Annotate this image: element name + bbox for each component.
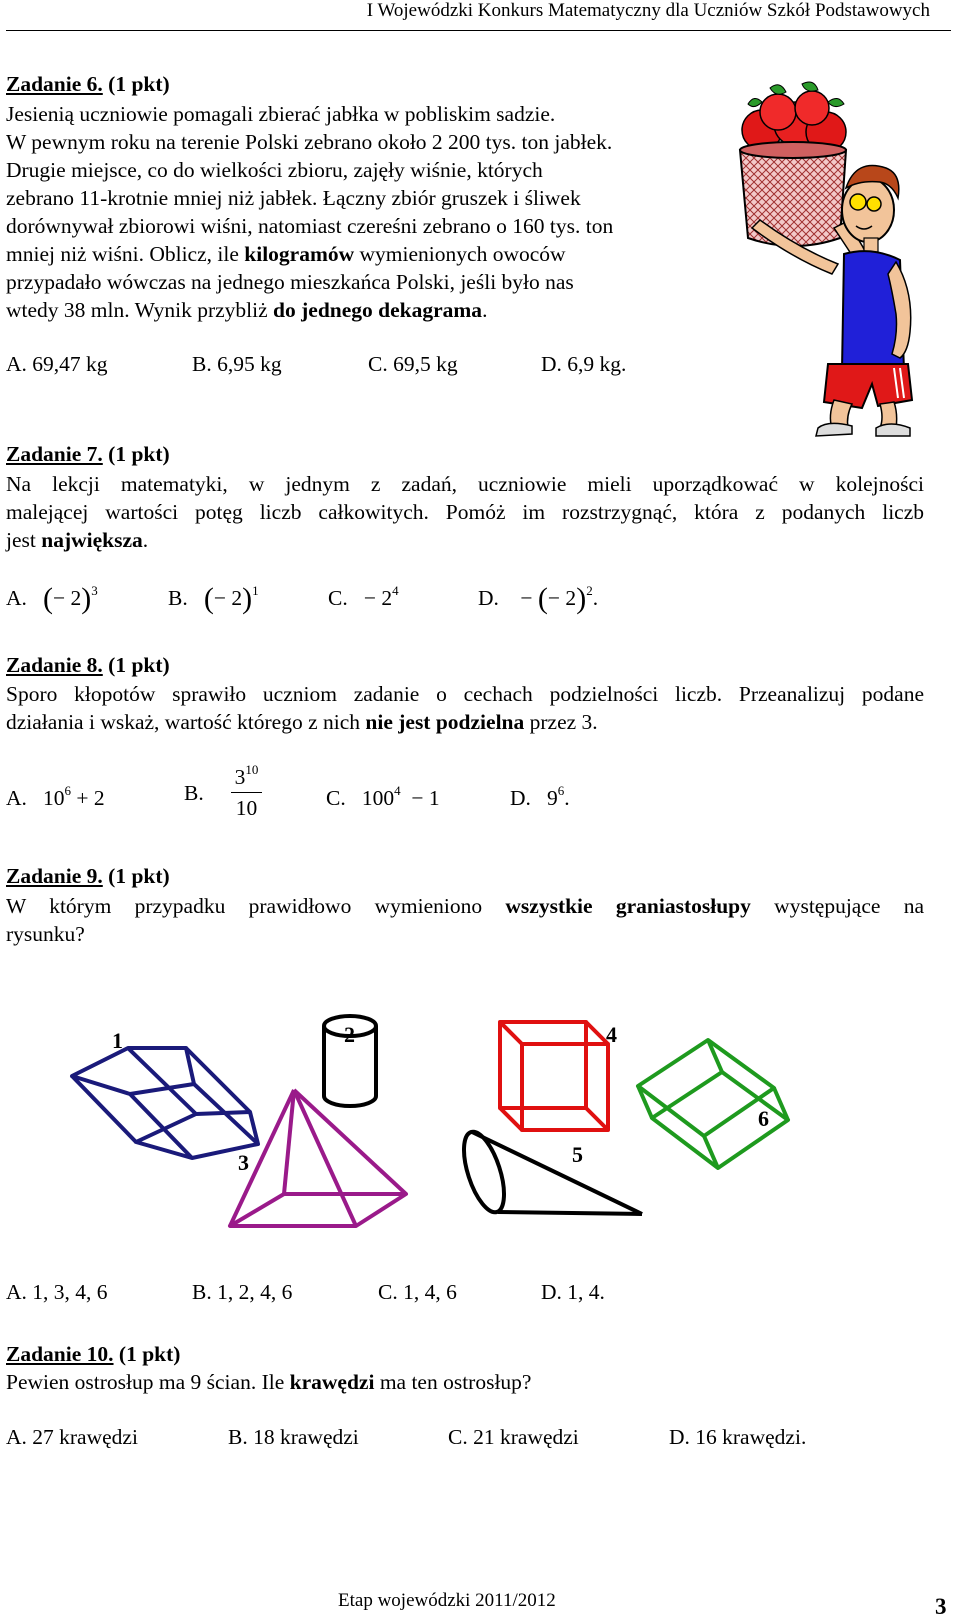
task9-line-1 xyxy=(6,892,924,920)
task8-option-b xyxy=(184,762,262,820)
task8-option-b-num-base: 3 xyxy=(234,765,246,789)
boy-with-apple-basket-illustration xyxy=(718,78,940,440)
figure-label-6: 6 xyxy=(758,1106,769,1131)
task7-option-b-lparen: ( xyxy=(203,582,214,615)
task8-line-2 xyxy=(6,708,924,736)
task10-line-1-bold: krawędzi xyxy=(289,1370,375,1394)
task7-line-3-a: jest xyxy=(6,528,36,552)
task8-option-a-label: A. xyxy=(6,786,27,810)
task8-title: Zadanie 8. xyxy=(6,653,103,677)
task10-option-b: B. 18 krawędzi xyxy=(228,1425,359,1449)
task8-option-a-base: 10 xyxy=(43,786,65,810)
task7-option-d-base: − 2 xyxy=(547,586,577,610)
task7-option-b xyxy=(168,582,259,615)
task8-line-2-a: działania i wskaż, wartość którego z nich xyxy=(6,710,361,734)
solid-5-cone xyxy=(456,1127,642,1217)
task8-heading xyxy=(6,653,170,678)
task8-option-c-label: C. xyxy=(326,786,346,810)
task7-option-d-minus: − xyxy=(520,586,533,610)
task6-option-d: D. 6,9 kg. xyxy=(541,352,627,376)
task8-points: (1 pkt) xyxy=(108,653,170,677)
task6-line-6-bold: kilogramów xyxy=(244,242,355,266)
task6-line-3: Drugie miejsce, co do wielkości zbioru, zajęły wiśnie, których xyxy=(6,158,543,182)
task7-option-a-rparen: ) xyxy=(81,582,92,615)
task7-option-a-base: − 2 xyxy=(53,586,82,610)
task8-option-a xyxy=(6,783,105,811)
task8-option-b-label: B. xyxy=(184,780,204,805)
solid-1-pentagonal-prism xyxy=(72,1048,258,1158)
task10-line-1-c: ma ten ostrosłup? xyxy=(379,1370,532,1394)
figure-label-3: 3 xyxy=(238,1150,249,1175)
task7-option-b-base: − 2 xyxy=(213,586,243,610)
task8-option-d-label: D. xyxy=(510,786,531,810)
task8-line-1: Sporo kłopotów sprawiło uczniom zadanie o cechach podzielności liczb. Przeanalizuj podane xyxy=(6,682,924,706)
task8-option-b-denominator: 10 xyxy=(235,795,258,820)
task8-option-d-exp: 6 xyxy=(557,783,565,798)
task6-line-8 xyxy=(6,296,694,324)
task7-option-b-exp: 1 xyxy=(252,583,259,598)
task10-title: Zadanie 10. xyxy=(6,1342,114,1366)
task8-line-2-bold: nie jest podzielna xyxy=(365,710,525,734)
task7-line-3-bold: największa xyxy=(41,528,143,552)
task7-line-1: Na lekcji matematyki, w jednym z zadań, uczniowie mieli uporządkować w kolejności xyxy=(6,472,924,496)
task7-option-a-label: A. xyxy=(6,586,27,610)
task6-line-6 xyxy=(6,240,694,268)
task10-option-d: D. 16 krawędzi. xyxy=(669,1425,807,1449)
task7-line-2: malejącej wartości potęg liczb całkowitych. Pomóż im rozstrzygnąć, która z podanych liczb xyxy=(6,500,924,524)
task7-option-c-label: C. xyxy=(328,586,348,610)
task6-option-c: C. 69,5 kg xyxy=(368,352,458,376)
task6-points: (1 pkt) xyxy=(108,72,170,96)
task7-option-c-exp: 4 xyxy=(392,583,399,598)
task7-option-d-exp: 2 xyxy=(586,583,593,598)
task6-line-8-end: . xyxy=(482,298,488,322)
solid-3-pyramid xyxy=(230,1090,406,1226)
task9-option-c: C. 1, 4, 6 xyxy=(378,1280,457,1304)
task8-line-2-c: przez 3. xyxy=(529,710,598,734)
task10-heading xyxy=(6,1342,180,1367)
task10-option-c: C. 21 krawędzi xyxy=(448,1425,579,1449)
task7-line-3 xyxy=(6,526,924,554)
task6-line-6-a: mniej niż wiśni. xyxy=(6,242,144,266)
task9-body xyxy=(6,892,924,948)
task7-option-b-label: B. xyxy=(168,586,188,610)
task6-line-6-c: wymienionych owoców xyxy=(359,242,566,266)
task6-line-6-b: Oblicz, ile xyxy=(149,242,239,266)
task6-line-8-a: wtedy 38 mln. Wynik przybliż xyxy=(6,298,268,322)
task10-points: (1 pkt) xyxy=(118,1342,181,1366)
task7-option-b-rparen: ) xyxy=(242,582,253,615)
solid-4-cube xyxy=(500,1022,608,1130)
task8-option-a-rest: + 2 xyxy=(76,786,105,810)
task6-body xyxy=(6,100,694,324)
task8-option-b-numerator xyxy=(231,762,263,793)
task8-option-d-base: 9 xyxy=(547,786,558,810)
task6-line-2: W pewnym roku na terenie Polski zebrano około 2 200 tys. ton jabłek. xyxy=(6,130,613,154)
figure-label-1: 1 xyxy=(112,1028,123,1053)
task7-option-c xyxy=(328,583,399,611)
solids-figure xyxy=(60,1000,860,1270)
task9-points: (1 pkt) xyxy=(108,864,170,888)
task9-title: Zadanie 9. xyxy=(6,864,103,888)
task7-points: (1 pkt) xyxy=(108,442,170,466)
task8-option-d xyxy=(510,783,570,811)
task7-body xyxy=(6,470,924,554)
task7-option-a-exp: 3 xyxy=(91,583,98,598)
task7-heading xyxy=(6,442,170,467)
task8-option-c xyxy=(326,783,440,811)
task6-line-4: zebrano 11-krotnie mniej niż jabłek. Łączny zbiór gruszek i śliwek xyxy=(6,186,581,210)
task7-line-3-end: . xyxy=(142,528,149,552)
header-divider xyxy=(6,30,951,31)
figure-label-2: 2 xyxy=(344,1022,355,1047)
task8-option-c-base: 100 xyxy=(361,786,395,810)
task8-option-d-end: . xyxy=(564,786,570,810)
task7-option-a-lparen: ( xyxy=(43,582,54,615)
task7-option-a xyxy=(6,582,98,615)
task9-line-1-a: W którym przypadku prawidłowo wymieniono xyxy=(6,894,483,918)
task8-option-b-num-exp: 10 xyxy=(245,762,259,777)
task8-option-c-exp: 4 xyxy=(394,783,401,798)
task6-line-5: dorównywał zbiorowi wiśni, natomiast czereśni zebrano o 160 tys. ton xyxy=(6,214,614,238)
task9-line-2: rysunku? xyxy=(6,922,85,946)
task6-line-7: przypadało wówczas na jednego mieszkańca Polski, jeśli było nas xyxy=(6,270,574,294)
figure-label-5: 5 xyxy=(572,1142,583,1167)
task9-option-b: B. 1, 2, 4, 6 xyxy=(192,1280,293,1304)
task7-option-d-rparen: ) xyxy=(576,582,587,615)
task8-option-b-fraction xyxy=(231,762,263,820)
task7-option-d-end: . xyxy=(592,586,599,610)
task6-title: Zadanie 6. xyxy=(6,72,103,96)
task9-heading xyxy=(6,864,170,889)
task9-option-d: D. 1, 4. xyxy=(541,1280,605,1304)
task7-option-d xyxy=(478,582,599,615)
page-footer: Etap wojewódzki 2011/2012 xyxy=(338,1590,556,1611)
solid-6-prism xyxy=(638,1040,788,1168)
task10-option-a: A. 27 krawędzi xyxy=(6,1425,138,1449)
task7-option-d-lparen: ( xyxy=(537,582,548,615)
figure-label-4: 4 xyxy=(606,1022,617,1047)
task7-option-d-label: D. xyxy=(478,586,499,610)
task9-line-1-c: występujące na xyxy=(774,894,925,918)
task9-option-a: A. 1, 3, 4, 6 xyxy=(6,1280,108,1304)
task10-line-1 xyxy=(6,1370,531,1395)
page-number: 3 xyxy=(935,1594,947,1619)
task6-line-8-bold: do jednego dekagrama xyxy=(273,298,483,322)
task10-line-1-a: Pewien ostrosłup ma 9 ścian. Ile xyxy=(6,1370,285,1394)
page-header: I Wojewódzki Konkurs Matematyczny dla Uczniów Szkół Podstawowych xyxy=(366,0,930,21)
task7-option-c-base: − 2 xyxy=(363,586,393,610)
task8-body xyxy=(6,680,924,736)
task8-option-c-rest: − 1 xyxy=(411,786,440,810)
task6-option-b: B. 6,95 kg xyxy=(192,352,282,376)
task9-line-1-bold: wszystkie graniastosłupy xyxy=(505,894,751,918)
task6-option-a: A. 69,47 kg xyxy=(6,352,108,376)
task6-line-1: Jesienią uczniowie pomagali zbierać jabłka w pobliskim sadzie. xyxy=(6,102,556,126)
task6-heading xyxy=(6,72,170,97)
task7-title: Zadanie 7. xyxy=(6,442,103,466)
task8-option-a-exp: 6 xyxy=(64,783,72,798)
